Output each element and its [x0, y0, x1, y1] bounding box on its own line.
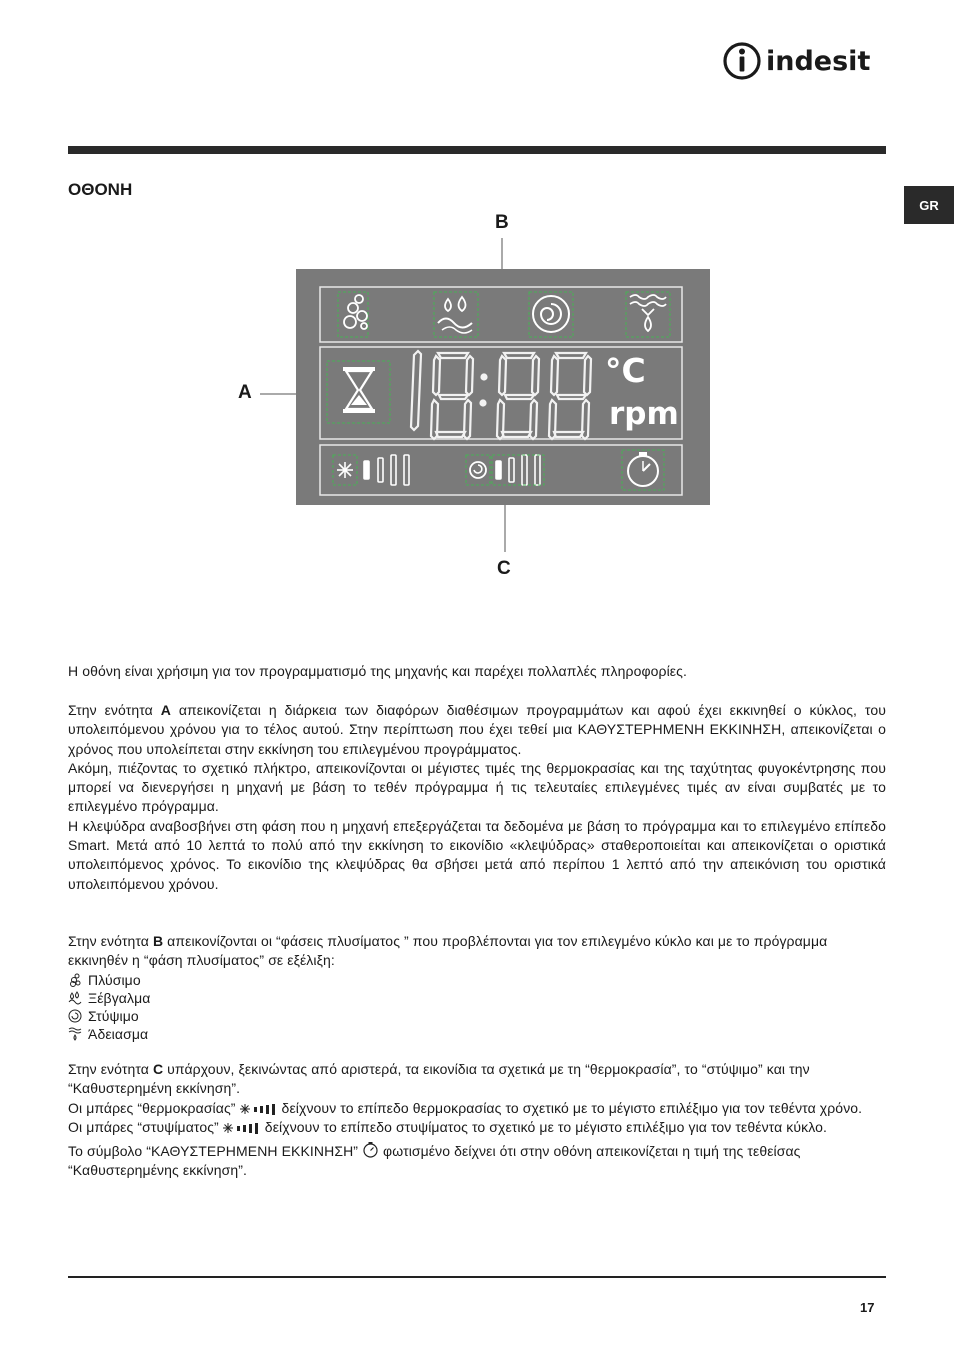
spin-bars: [492, 455, 544, 485]
label-a: A: [238, 382, 252, 403]
temperature-bars-paragraph: Οι μπάρες “θερμοκρασίας” δείχνουν το επίπεδο θερμοκρασίας το σχετικό με το μέγιστο επιλέξιμο για τον τεθέντα χρόνο.: [68, 1099, 863, 1116]
spin-level-icon: [466, 455, 490, 485]
drain-phase-icon: [626, 292, 670, 337]
section-b-text: [68, 932, 886, 1043]
footer-rule: [68, 1276, 886, 1278]
brand-name: indesit: [766, 45, 871, 77]
spin-bars-paragraph: Οι μπάρες “στυψίματος” δείχνουν το επίπεδο στυψίματος το σχετικό με το μέγιστο επιλέξιμο για τον τεθέντα κύκλο.: [68, 1118, 828, 1135]
display-illustration: [296, 269, 710, 505]
spin-icon: [68, 1009, 82, 1023]
section-title: ΟΘΟΝΗ: [68, 180, 133, 199]
section-c-text: [68, 1060, 886, 1181]
wash-phase-icon: [338, 292, 368, 337]
delay-start-icon: [362, 1141, 379, 1158]
spin-phase-icon: [529, 292, 573, 337]
temperature-bars-icon: [240, 1103, 278, 1115]
phase-rinse: Ξέβγαλμα: [68, 989, 886, 1007]
delay-timer-icon: [622, 450, 664, 490]
section-b-paragraph: Στην ενότητα B απεικονίζονται οι “φάσεις πλυσίματος ” που προβλέπονται για τον επιλεγμένο κύκλο και με το πρόγραμμα εκκινηθέν η “φάση πλυσίματος” σε εξέλιξη:: [68, 933, 828, 969]
drain-icon: [68, 1027, 82, 1041]
rinse-icon: [68, 991, 82, 1005]
temperature-bars: [364, 455, 409, 485]
spin-bars-icon: [223, 1122, 261, 1134]
language-tab: GR: [904, 186, 954, 224]
section-c-paragraph: Στην ενότητα C υπάρχουν, ξεκινώντας από αριστερά, τα εικονίδια τα σχετικά με τη “θερμοκρασία”, το “στύψιμο” και την “Καθυστερημένη εκκίνηση”.: [68, 1061, 810, 1097]
temperature-icon: [333, 455, 357, 485]
speed-unit: rpm: [609, 396, 679, 432]
page-number: 17: [860, 1300, 875, 1315]
intro-paragraph: [68, 662, 886, 681]
section-a-paragraph-2: Ακόμη, πιέζοντας το σχετικό πλήκτρο, απεικονίζονται οι μέγιστες τιμές της θερμοκρασίας και της ταχύτητας φυγοκέντρησης που μπορεί να διενεργήσει η μηχανή με βάση το τεθέν πρόγραμμα ή τις τελευταίες επιλεγμένες τιμές αν είναι συμβατές με το επιλεγμένο πρόγραμμα.: [68, 759, 886, 815]
delay-start-paragraph: Το σύμβολο “ΚΑΘΥΣΤΕΡΗΜΕΝΗ ΕΚΚΙΝΗΣΗ” φωτισμένο δείχνει ότι στην οθόνη απεικονίζεται η τιμή της τεθείσας “Καθυστερημένης εκκίνηση”.: [68, 1143, 801, 1179]
phase-spin: Στύψιμο: [68, 1007, 886, 1025]
wash-icon: [68, 973, 82, 987]
label-b: B: [495, 212, 509, 233]
intro-text: Η οθόνη είναι χρήσιμη για τον προγραμματισμό της μηχανής και παρέχει πολλαπλές πληροφορίες.: [68, 663, 687, 679]
section-a-paragraph: Στην ενότητα A απεικονίζεται η διάρκεια των διαφόρων διαθέσιμων προγραμμάτων και αφού έχει εκκινηθεί ο κύκλος, του υπολειπόμενου χρόνου για το τέλος αυτού. Στην περίπτωση που έχει τεθεί μια ΚΑΘΥΣΤΕΡΗΜΕΝΗ ΕΚΚΙΝΗΣΗ, απεικονίζεται ο χρόνος που υπολείπεται στην εκκίνηση του επιλεγμένου προγράμματος.: [68, 702, 886, 757]
hourglass-icon: [327, 361, 390, 423]
section-a-paragraph-3: Η κλεψύδρα αναβοσβήνει στη φάση που η μηχανή επεξεργάζεται τα δεδομένα με βάση το πρόγραμμα και το επιλεγμένο επίπεδο Smart. Μετά από 10 λεπτά το πολύ από την εκκίνηση το εικονίδιο «κλεψύδρας» σταθεροποιείται και απεικονίζεται ο οριστικά υπολειπόμενος χρόνος. Το εικονίδιο της κλεψύδρας θα σβήσει μετά από περίπου 1 λεπτό από την απεικόνιση του οριστικά υπολειπόμενου χρόνου.: [68, 817, 886, 892]
temp-unit: °C: [605, 351, 646, 390]
phase-wash: Πλύσιμο: [68, 971, 886, 989]
section-a-text: [68, 701, 886, 894]
rinse-phase-icon: [434, 292, 478, 337]
phase-drain: Άδειασμα: [68, 1025, 886, 1043]
label-c: C: [497, 558, 511, 579]
time-digits: [411, 351, 591, 439]
